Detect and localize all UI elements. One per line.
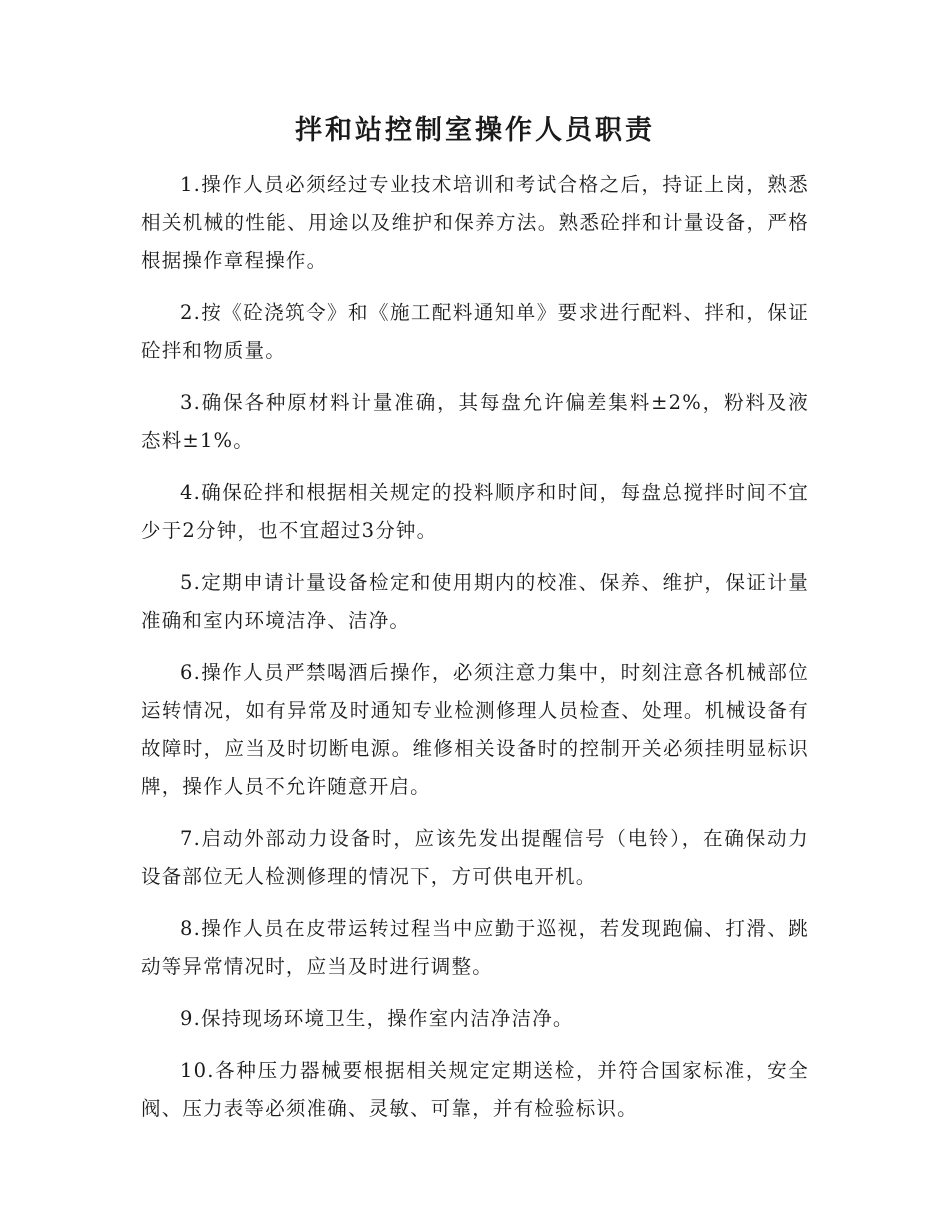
paragraph-2: 2.按《砼浇筑令》和《施工配料通知单》要求进行配料、拌和，保证砼拌和物质量。 — [141, 301, 809, 362]
paragraph-6: 6.操作人员严禁喝酒后操作，必须注意力集中，时刻注意各机械部位运转情况，如有异常及时通知专业检测修理人员检查、处理。机械设备有故障时，应当及时切断电源。维修相关设备时的控制开关必须挂明显标识牌，操作人员不允许随意开启。 — [141, 661, 809, 798]
document-page — [141, 110, 809, 1142]
paragraph-4: 4.确保砼拌和根据相关规定的投料顺序和时间，每盘总搅拌时间不宜少于2分钟，也不宜超过3分钟。 — [141, 481, 809, 542]
paragraph-9: 9.保持现场环境卫生，操作室内洁净洁净。 — [180, 1007, 574, 1030]
paragraph-7: 7.启动外部动力设备时，应该先发出提醒信号（电铃），在确保动力设备部位无人检测修理的情况下，方可供电开机。 — [141, 827, 809, 888]
paragraph-8: 8.操作人员在皮带运转过程当中应勤于巡视，若发现跑偏、打滑、跳动等异常情况时，应当及时进行调整。 — [141, 917, 809, 978]
paragraph-3: 3.确保各种原材料计量准确，其每盘允许偏差集料±2%，粉料及液态料±1%。 — [141, 391, 809, 452]
paragraph-5: 5.定期申请计量设备检定和使用期内的校准、保养、维护，保证计量准确和室内环境洁净、洁净。 — [141, 571, 809, 632]
document-title: 拌和站控制室操作人员职责 — [295, 115, 655, 146]
paragraph-10: 10.各种压力器械要根据相关规定定期送检，并符合国家标准，安全阀、压力表等必须准确、灵敏、可靠，并有检验标识。 — [141, 1059, 809, 1120]
paragraph-1: 1.操作人员必须经过专业技术培训和考试合格之后，持证上岗，熟悉相关机械的性能、用途以及维护和保养方法。熟悉砼拌和计量设备，严格根据操作章程操作。 — [141, 173, 809, 272]
